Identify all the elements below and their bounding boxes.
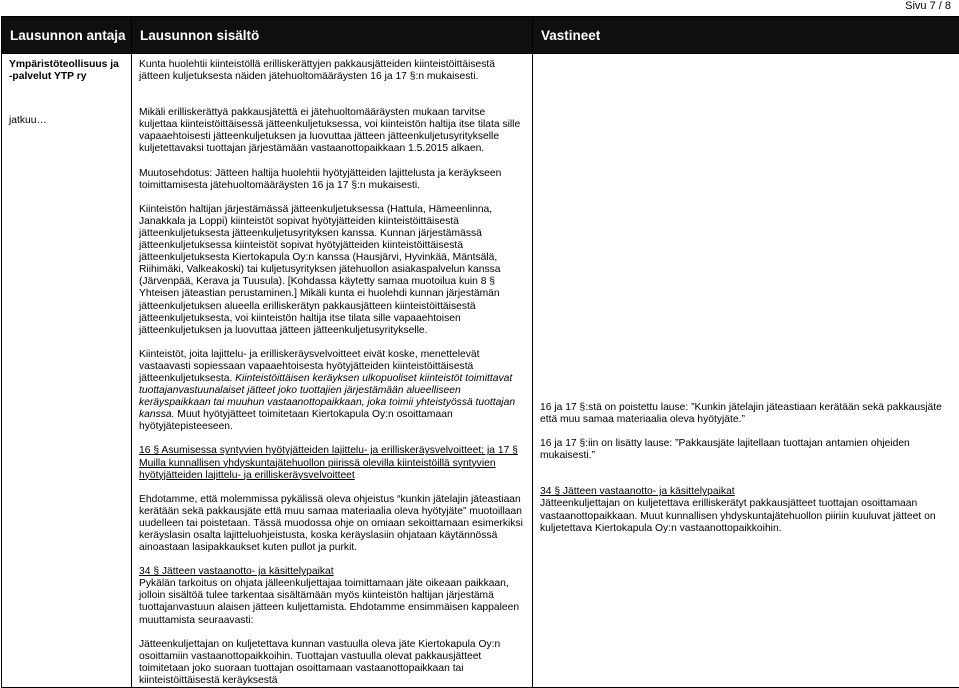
submitter-cell xyxy=(2,54,132,688)
header-responses: Vastineet xyxy=(533,17,959,54)
section-16-text: Ehdotamme, että molemmissa pykälissä oleva ohjeistus “kunkin jätelajin jäteastiaan kerätään sekä pakkausjäte että muu samaa materiaalia oleva hyötyjäte” muotoillaan uudelleen tai poistetaan. Tässä muodossa ohje on omiaan sekoittamaan esimerkiksi keräyslasin osalta lajitteluohjeistusta, koska keräyslasiin ohjataan käytännössä ainoastaan lasipakkaukset kuten pullot ja purkit. xyxy=(139,494,524,554)
page-number: Sivu 7 / 8 xyxy=(905,0,951,12)
statement-table xyxy=(1,16,959,688)
header-content: Lausunnon sisältö xyxy=(132,17,533,54)
content-paragraph-5c: Muut hyötyjätteet toimitetaan Kiertokapula Oy:n osoittamaan hyötyjätepisteeseen. xyxy=(139,409,453,432)
response-paragraph-1: 16 ja 17 §:stä on poistettu lause: ”Kunkin jätelajin jäteastiaan kerätään sekä pakkausjäte että muu samaa materiaalia oleva hyötyjäte.” xyxy=(540,402,951,426)
continued-label: jatkuu… xyxy=(9,115,125,127)
content-paragraph-5 xyxy=(139,349,524,434)
response-section-34-text: Jätteenkuljettajan on kuljetettava erilliskerätyt pakkausjätteet tuottajan osoittamaan vastaanottopaikkaan. Muut kunnallisen yhdyskuntajätehuollon piiriin kuuluvat jätteet on kuljetettava Kiertokapula Oy:n vastaanottopaikkoihin. xyxy=(540,498,951,534)
response-paragraph-2: 16 ja 17 §:iin on lisätty lause: ”Pakkausjäte lajitellaan tuottajan antamien ohjeiden mukaisesti.” xyxy=(540,438,951,462)
content-paragraph-3: Muutosehdotus: Jätteen haltija huolehtii hyötyjätteiden lajittelusta ja keräykseen toimittamisesta jätehuoltomääräysten 16 ja 17 §:n mukaisesti. xyxy=(139,168,524,192)
section-34-heading: 34 § Jätteen vastaanotto- ja käsittelypaikat xyxy=(139,566,524,578)
content-paragraph-1: Kunta huolehtii kiinteistöllä erilliskerättyjen pakkausjätteiden kiinteistöittäisestä jätteen kuljetuksesta näiden jätehuoltomääräysten 16 ja 17 §:n mukaisesti. xyxy=(139,59,524,83)
section-16-heading: 16 § Asumisessa syntyvien hyötyjätteiden lajittelu- ja erilliskeräysvelvoitteet; ja 17 § Muilla kunnallisen yhdyskuntajätehuollon piirissä olevilla kiinteistöillä syntyvien hyötyjätteiden lajittelu- ja erilliskeräysvelvoitteet xyxy=(139,445,524,481)
header-submitter: Lausunnon antaja xyxy=(2,17,132,54)
content-paragraph-5a: Kiinteistöt, joita lajittelu- ja erilliskeräysvelvoitteet eivät koske, menettelevät vastaavasti sopiessaan vapaaehtoisesta hyötyjätteiden kiinteistöittäisestä jätteenkuljetuksesta. xyxy=(139,349,480,384)
table-row xyxy=(2,54,959,688)
submitter-org: Ympäristöteollisuus ja -palvelut YTP ry xyxy=(9,59,125,83)
content-cell xyxy=(132,54,533,688)
section-34-text: Pykälän tarkoitus on ohjata jälleenkuljettajaa toimittamaan jäte oikeaan paikkaan, jolloin sisältöä tulee tarkentaa sisältämään myös kiinteistön haltijan järjestämä tuottajanvastuun alaisen jätteen kuljettamista. Ehdotamme ensimmäisen kappaleen muuttamista seuraavasti: xyxy=(139,578,524,626)
content-paragraph-4: Kiinteistön haltijan järjestämässä jätteenkuljetuksessa (Hattula, Hämeenlinna, Janakkala ja Loppi) kiinteistöt sopivat hyötyjätteiden kiinteistöittäisestä jätteenkuljetuksesta jätteenkuljetusyrityksen kanssa. Kunnan järjestämässä jätteenkuljetuksessa kiinteistöt sopivat hyötyjätteiden kiinteistöittäisestä jätteenkuljetuksesta Kiertokapula Oy:n kanssa (Hausjärvi, Hyvinkää, Mäntsälä, Riihimäki, Valkeakoski) tai kuljetusyrityksen jätehuollon asiakaspalvelun kanssa (Järvenpää, Kerava ja Tuusula). [Kohdassa käytetty samaa muotoilua kuin 8 § Yhteisen jäteastian perustaminen.] Mikäli kunta ei huolehdi kunnan järjestämän jätteenkuljetuksen alueella erilliskerätyn pakkausjätteen kiinteistöittäisestä jätteenkuljetuksesta, voi kiinteistön haltija itse tilata sille vapaaehtoisen jätteenkuljetuksen ja luovuttaa jätteen jätteenkuljetusyritykselle. xyxy=(139,204,524,337)
response-section-34-heading: 34 § Jätteen vastaanotto- ja käsittelypaikat xyxy=(540,486,951,498)
section-34-proposal: Jätteenkuljettajan on kuljetettava kunnan vastuulla oleva jäte Kiertokapula Oy:n osoittamiin vastaanottopaikkoihin. Tuottajan vastuulla olevat pakkausjätteet toimitetaan joko suoraan tuottajan osoittamaan vastaanottopaikkaan tai kiinteistöittäisestä keräyksestä xyxy=(139,639,524,687)
content-paragraph-5-italic: Kiinteistöittäisen keräyksen ulkopuoliset kiinteistöt toimittavat tuottajanvastuunalaiset jätteet joko tuottajien järjestämään alueelliseen keräyspaikkaan tai muuhun vastaanottopaikkaan, joka toimii yhteistyössä tuottajan kanssa. xyxy=(139,373,515,420)
response-cell xyxy=(533,54,959,688)
table-header-row xyxy=(2,17,959,54)
content-paragraph-2: Mikäli erilliskerättyä pakkausjätettä ei jätehuoltomääräysten mukaan tarvitse kuljettaa kiinteistöittäisessä jätteenkuljetuksessa, voi kiinteistön haltija itse tilata sille vapaaehtoisesti jätteenkuljetuksen ja luovuttaa jätteen jätteenkuljetusyritykselle kuljetettavaksi tuottajan järjestämään vastaanottopaikkaan 1.5.2015 alkaen. xyxy=(139,107,524,155)
